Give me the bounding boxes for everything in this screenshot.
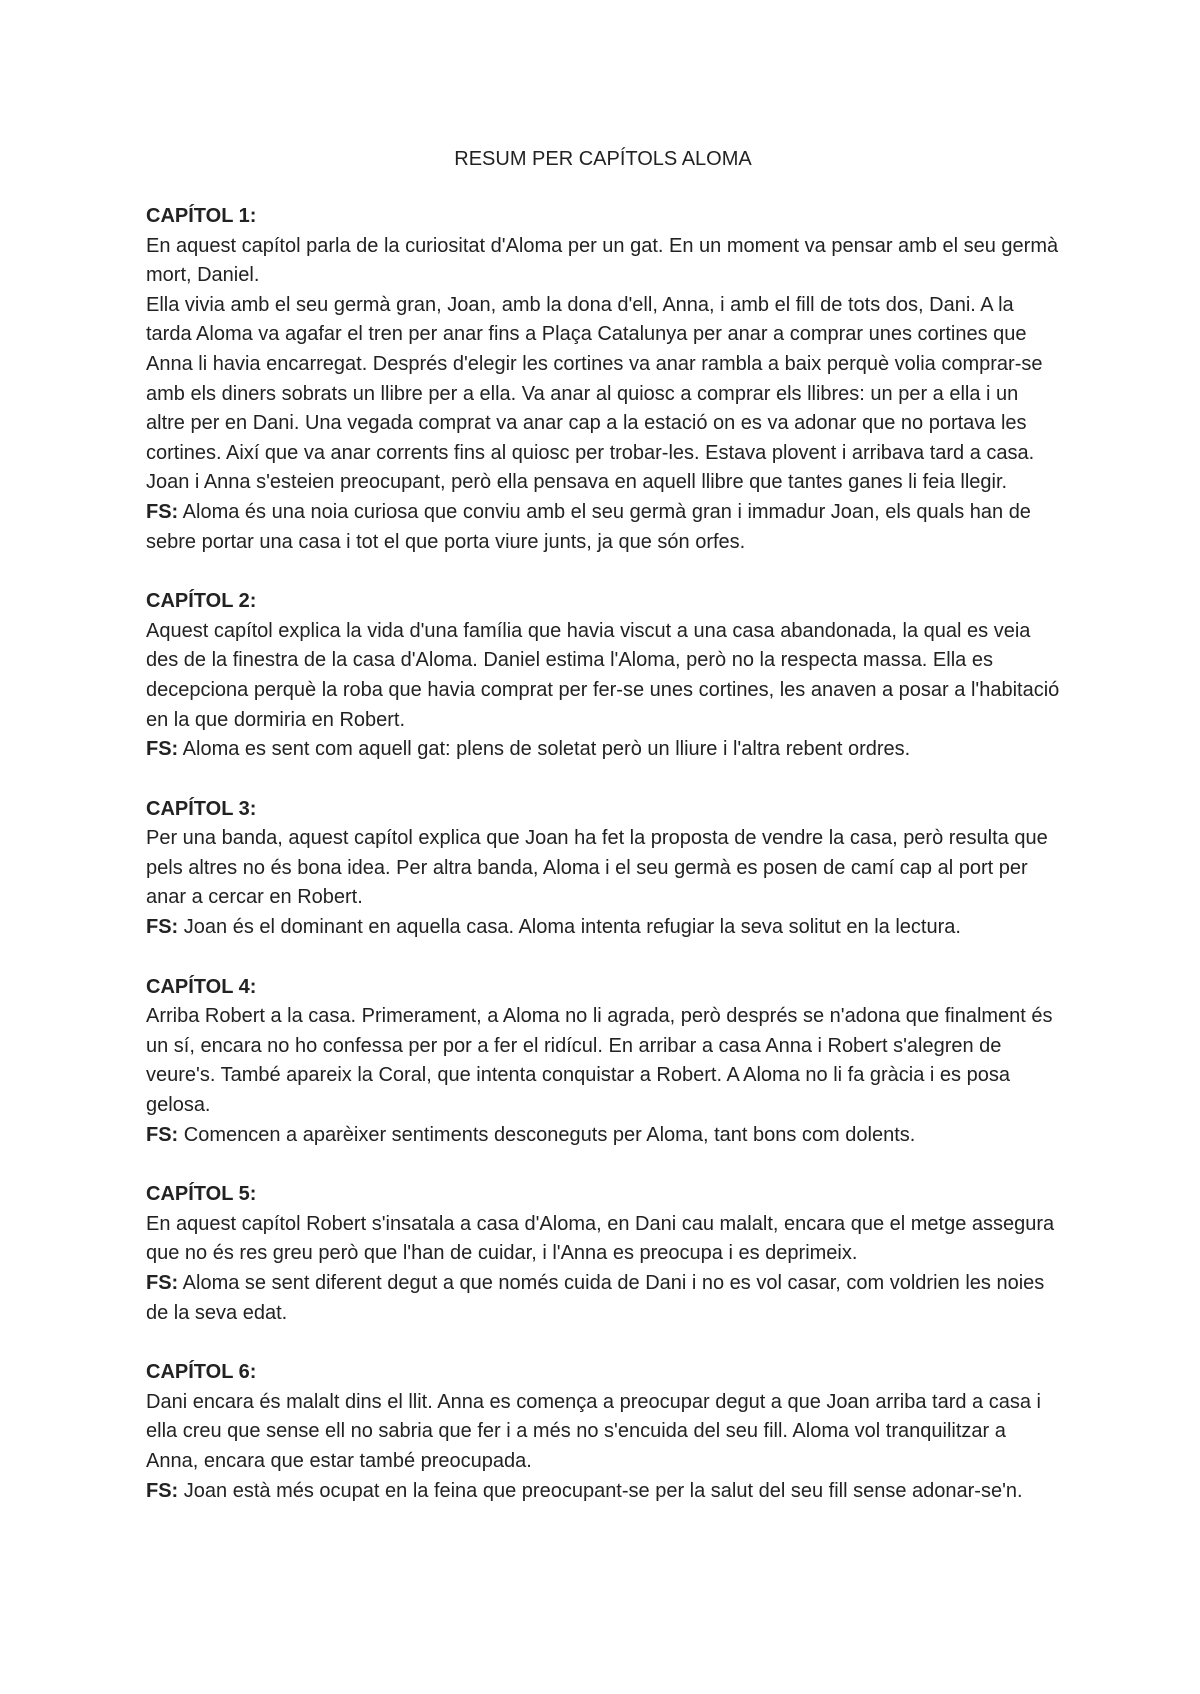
fs-text: Comencen a aparèixer sentiments desconeguts per Aloma, tant bons com dolents. <box>183 1123 916 1146</box>
fs-line <box>146 735 1060 765</box>
chapter-1 <box>146 202 1060 557</box>
fs-text: Aloma es sent com aquell gat: plens de soletat però un lliure i l'altra rebent ordres. <box>182 738 911 761</box>
chapter-heading: CAPÍTOL 2: <box>146 590 257 613</box>
chapter-paragraph: En aquest capítol Robert s'insatala a casa d'Aloma, en Dani cau malalt, encara que el metge assegura que no és res greu però que l'han de cuidar, i l'Anna es preocupa i es deprimeix. <box>146 1212 1055 1265</box>
document-title: RESUM PER CAPÍTOLS ALOMA <box>454 148 752 170</box>
fs-line <box>146 1269 1060 1328</box>
fs-label: FS: <box>146 916 179 939</box>
chapter-paragraph: Aquest capítol explica la vida d'una família que havia viscut a una casa abandonada, la qual es veia des de la finestra de la casa d'Aloma. Daniel estima l'Aloma, però no la respecta massa. Ella es decepciona perquè la roba que havia comprat per fer-se unes cortines, les anaven a posar a l'habitació en la que dormiria en Robert. <box>146 619 1060 731</box>
chapter-heading: CAPÍTOL 5: <box>146 1183 257 1206</box>
chapter-3 <box>146 795 1060 943</box>
fs-label: FS: <box>146 500 179 523</box>
fs-text: Aloma se sent diferent degut a que només cuida de Dani i no es vol casar, com voldrien les noies de la seva edat. <box>146 1272 1045 1324</box>
chapter-heading: CAPÍTOL 3: <box>146 797 257 820</box>
fs-line <box>146 1477 1060 1507</box>
chapter-paragraph: Dani encara és malalt dins el llit. Anna es comença a preocupar degut a que Joan arriba tard a casa i ella creu que sense ell no sabria que fer i a més no s'encuida del seu fill. Aloma vol tranquilitzar a Anna, encara que estar també preocupada. <box>146 1390 1041 1472</box>
fs-label: FS: <box>146 1272 179 1294</box>
chapter-paragraph: En aquest capítol parla de la curiositat d'Aloma per un gat. En un moment va pensar amb el seu germà mort, Daniel. <box>146 234 1059 287</box>
fs-text: Joan està més ocupat en la feina que preocupant-se per la salut del seu fill sense adonar-se'n. <box>183 1479 1023 1502</box>
chapter-2 <box>146 587 1060 765</box>
chapter-paragraph: Ella vivia amb el seu germà gran, Joan, amb la dona d'ell, Anna, i amb el fill de tots dos, Dani. A la tarda Aloma va agafar el tren per anar fins a Plaça Catalunya per anar a comprar unes cortines que Anna li havia encarregat. Després d'elegir les cortines va anar rambla a baix perquè volia comprar-se amb els diners sobrats un llibre per a ella. Va anar al quiosc a comprar els llibres: un per a ella i un altre per en Dani. Una vegada comprat va anar cap a la estació on es va adonar que no portava les cortines. Així que va anar corrents fins al quiosc per trobar-les. Estava plovent i arribava tard a casa. Joan i Anna s'esteien preocupant, però ella pensava en aquell llibre que tantes ganes li feia llegir. <box>146 293 1043 494</box>
fs-line <box>146 498 1060 557</box>
chapter-heading: CAPÍTOL 1: <box>146 205 257 227</box>
chapter-heading: CAPÍTOL 4: <box>146 975 257 998</box>
chapter-paragraph: Per una banda, aquest capítol explica que Joan ha fet la proposta de vendre la casa, però resulta que pels altres no és bona idea. Per altra banda, Aloma i el seu germà es posen de camí cap al port per anar a cercar en Robert. <box>146 827 1048 909</box>
fs-label: FS: <box>146 1123 179 1146</box>
fs-text: Aloma és una noia curiosa que conviu amb el seu germà gran i immadur Joan, els quals han de sebre portar una casa i tot el que porta viure junts, ja que són orfes. <box>146 500 1031 553</box>
fs-line <box>146 913 1060 943</box>
chapter-6 <box>146 1358 1060 1506</box>
chapter-heading: CAPÍTOL 6: <box>146 1361 257 1384</box>
fs-text: Joan és el dominant en aquella casa. Aloma intenta refugiar la seva solitut en la lectura. <box>183 916 961 939</box>
fs-line <box>146 1121 1060 1151</box>
chapter-5 <box>146 1180 1060 1328</box>
fs-label: FS: <box>146 1479 179 1502</box>
chapter-paragraph: Arriba Robert a la casa. Primerament, a Aloma no li agrada, però després se n'adona que finalment és un sí, encara no ho confessa per por a fer el ridícul. En arribar a casa Anna i Robert s'alegren de veure's. També apareix la Coral, que intenta conquistar a Robert. A Aloma no li fa gràcia i es posa gelosa. <box>146 1005 1053 1117</box>
fs-label: FS: <box>146 738 179 761</box>
chapter-4 <box>146 973 1060 1151</box>
